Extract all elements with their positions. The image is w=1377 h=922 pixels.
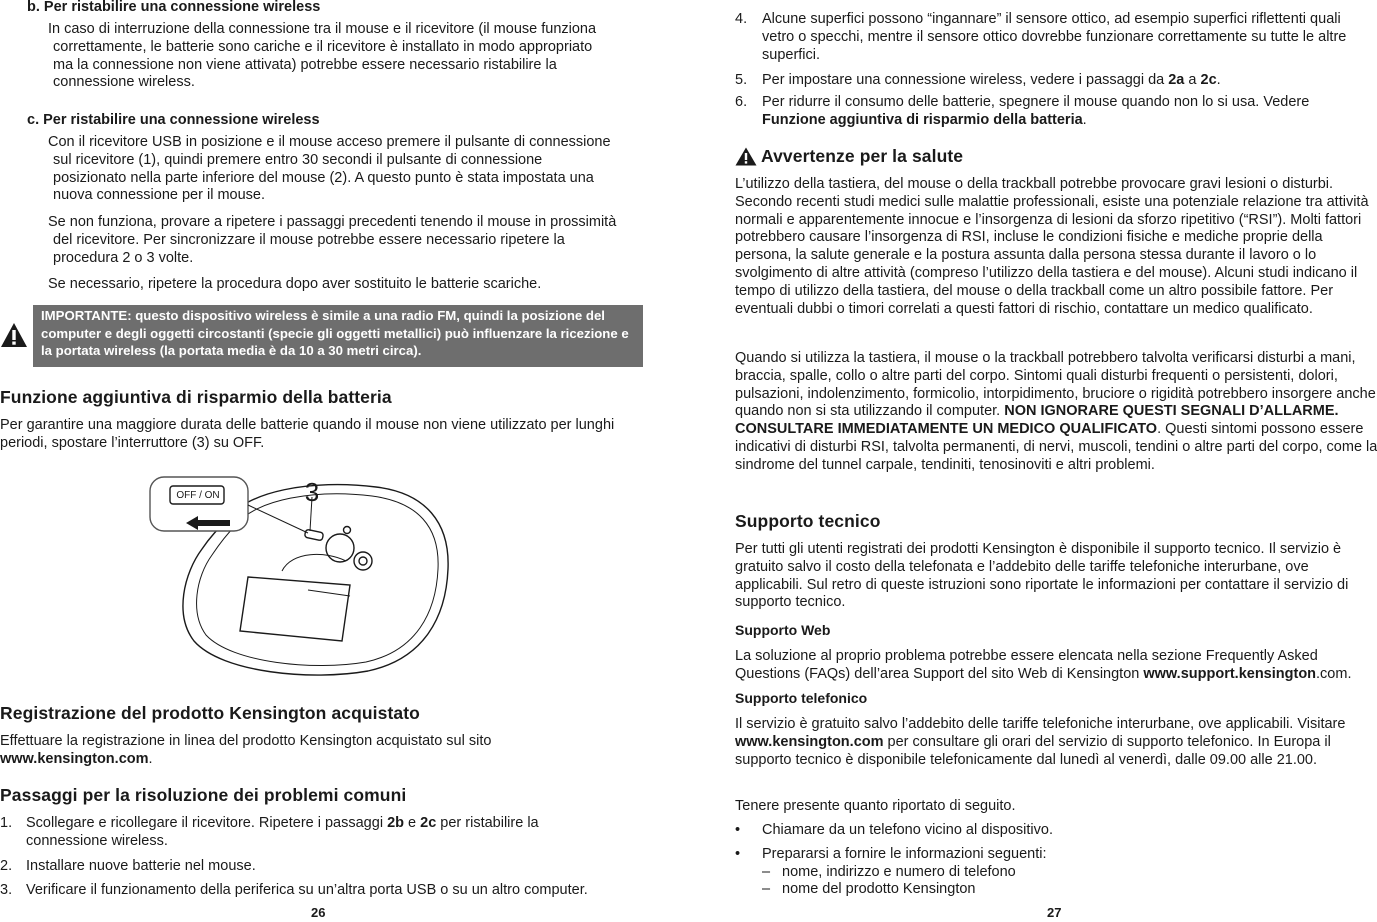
list-number: 4. bbox=[735, 11, 748, 27]
section-c-heading: c. Per ristabilire una connessione wireless bbox=[27, 112, 320, 128]
list-item-text: nome, indirizzo e numero di telefono bbox=[782, 863, 1016, 880]
warning-icon bbox=[0, 322, 28, 348]
list-number: 2. bbox=[0, 857, 13, 874]
battery-section-title: Funzione aggiuntiva di risparmio della batteria bbox=[0, 387, 392, 407]
health-title-row bbox=[735, 146, 963, 167]
bullet: • bbox=[735, 845, 741, 862]
list-item-text bbox=[762, 72, 1221, 90]
support-title: Supporto tecnico bbox=[735, 511, 881, 531]
health-text: . Questi sintomi possono essere indicativi di disturbi RSI, talvolta permanenti, di nervi, muscoli, tendini o altre parti del corpo, come la sindrome del tunnel carpale, tendiniti, tenosinoviti e altri problemi. bbox=[735, 421, 1377, 473]
registration-text bbox=[0, 733, 640, 769]
step-ref: 2c bbox=[420, 815, 437, 831]
registration-title: Registrazione del prodotto Kensington acquistato bbox=[0, 703, 420, 723]
list-item bbox=[735, 881, 1375, 899]
step-ref: 2a bbox=[1168, 72, 1185, 89]
kensington-link[interactable]: www.kensington.com bbox=[735, 733, 884, 750]
phone-support-sentence: Il servizio è gratuito salvo l’addebito delle tariffe telefoniche interurbane, ove applicabili. Visitare bbox=[735, 716, 1346, 732]
mouse-underside-illustration bbox=[140, 465, 470, 680]
power-switch bbox=[304, 529, 323, 541]
troubleshooting-list bbox=[0, 815, 620, 900]
list-item-text: Prepararsi a fornire le informazioni seguenti: bbox=[762, 845, 1047, 862]
list-item bbox=[0, 858, 620, 876]
list-number: 1. bbox=[0, 815, 13, 831]
battery-door bbox=[240, 577, 350, 641]
web-support-sentence: La soluzione al proprio problema potrebbe essere elencata nella sezione Frequently Asked Questions (FAQs) dell’area Support del sito Web di Kensington bbox=[735, 648, 1318, 682]
section-c-paragraph-3: Se necessario, ripetere la procedura dopo aver sostituito le batterie scariche. bbox=[48, 276, 542, 292]
item-text-part: Per ridurre il consumo delle batterie, spegnere il mouse quando non lo si usa. Vedere bbox=[762, 94, 1310, 111]
bullet: • bbox=[735, 822, 741, 838]
item-text-part: . bbox=[1216, 72, 1221, 89]
right-list bbox=[735, 11, 1375, 130]
kensington-link[interactable]: www.kensington.com bbox=[0, 750, 149, 767]
important-notice-text: IMPORTANTE: questo dispositivo wireless è simile a una radio FM, quindi la posizione del computer e degli oggetti circostanti (specie gli oggetti metallici) può influenzare la ricezione e la portata wireless (la portata media è da 10 a 30 metri circa). bbox=[41, 308, 629, 359]
dash: – bbox=[762, 863, 771, 880]
health-title: Avvertenze per la salute bbox=[761, 146, 964, 166]
list-item-text: Chiamare da un telefono vicino al dispositivo. bbox=[762, 822, 1053, 838]
support-bullets bbox=[735, 822, 1375, 899]
list-number: 6. bbox=[735, 94, 748, 111]
list-item bbox=[735, 94, 1375, 130]
list-number: 5. bbox=[735, 72, 748, 89]
section-c-paragraph-2: Se non funziona, provare a ripetere i passaggi precedenti tenendo il mouse in prossimità del ricevitore. Per sincronizzare il mouse potrebbe essere necessario ripetere la procedura 2 o 3 volte. bbox=[48, 214, 617, 266]
registration-period: . bbox=[148, 750, 153, 767]
list-item-text: Alcune superfici possono “ingannare” il sensore ottico, ad esempio superfici riflettenti quali vetro o specchi, mentre il sensore ottico dovrebbe funzionare correttamente su tutte le altre superfici. bbox=[762, 11, 1347, 63]
item-text-part: Scollegare e ricollegare il ricevitore. Ripetere i passaggi bbox=[26, 815, 388, 831]
list-item-text: Verificare il funzionamento della periferica su un’altra porta USB o su un altro computer. bbox=[26, 882, 588, 899]
important-notice-box bbox=[33, 305, 643, 367]
list-item-text: nome del prodotto Kensington bbox=[782, 881, 976, 898]
list-item bbox=[0, 815, 620, 851]
warning-icon bbox=[735, 147, 757, 166]
list-number: 3. bbox=[0, 882, 13, 899]
section-c-paragraph-1: Con il ricevitore USB in posizione e il mouse acceso premere il pulsante di connessione sul ricevitore (1), quindi premere entro 30 secondi il pulsante di connessione posizionato nella parte inferiore del mouse (2). A questo punto è stata impostata una nuova connessione per il mouse. bbox=[48, 134, 611, 204]
page-number-left: 26 bbox=[311, 905, 326, 920]
list-item bbox=[735, 11, 1375, 64]
item-text-part: per ristabilire la connessione wireless. bbox=[26, 815, 539, 849]
registration-sentence: Effettuare la registrazione in linea del prodotto Kensington acquistato sul sito bbox=[0, 733, 492, 749]
sensor-lens bbox=[354, 552, 372, 570]
list-item-text bbox=[26, 815, 616, 851]
list-item bbox=[735, 72, 1375, 90]
section-b-heading: b. Per ristabilire una connessione wireless bbox=[27, 0, 321, 15]
list-item bbox=[0, 882, 620, 900]
list-item bbox=[735, 864, 1375, 882]
item-text-part: e bbox=[404, 815, 421, 831]
dash: – bbox=[762, 881, 771, 898]
callout-number-3: 3 bbox=[304, 477, 320, 507]
phone-support-title: Supporto telefonico bbox=[735, 690, 868, 706]
health-text: Quando si utilizza la tastiera, il mouse o la trackball potrebbero talvolta verificarsi disturbi a mani, braccia, spalle, collo o altre parti del corpo. Sintomi quali disturbi frequenti o persistenti, dolori, pulsazioni, indolenzimento, formicolio, intorpidimento, bruciore o rigidità potrebbero insorgere anche quando non si sta utilizzando il computer. bbox=[735, 350, 1376, 420]
page-number-right: 27 bbox=[1047, 905, 1062, 920]
support-site-link[interactable]: www.support.kensington bbox=[1143, 665, 1317, 682]
list-item-text bbox=[762, 94, 1362, 130]
step-ref: 2b bbox=[387, 815, 404, 831]
support-note: Tenere presente quanto riportato di seguito. bbox=[735, 798, 1016, 814]
section-b-text: In caso di interruzione della connessione tra il mouse e il ricevitore (il mouse funziona correttamente, le batterie sono cariche e il ricevitore è installato in modo appropriato ma la connessione non viene attivata) potrebbe essere necessario ristabilire la connessione wireless. bbox=[48, 21, 597, 91]
health-paragraph-2 bbox=[735, 350, 1377, 475]
item-text-part: . bbox=[1082, 111, 1087, 128]
step-ref: 2c bbox=[1200, 72, 1217, 89]
web-support-end: .com. bbox=[1316, 665, 1352, 682]
phone-support-text bbox=[735, 716, 1360, 769]
list-item bbox=[735, 846, 1375, 864]
switch-label: OFF / ON bbox=[176, 490, 220, 501]
item-text-part: a bbox=[1184, 72, 1201, 89]
list-item-text: Installare nuove batterie nel mouse. bbox=[26, 857, 256, 874]
list-item bbox=[735, 822, 1375, 840]
item-text-part: Per impostare una connessione wireless, vedere i passaggi da bbox=[762, 72, 1169, 89]
troubleshooting-title: Passaggi per la risoluzione dei problemi comuni bbox=[0, 785, 407, 805]
web-support-text bbox=[735, 648, 1377, 684]
health-paragraph-1: L’utilizzo della tastiera, del mouse o della trackball potrebbe provocare gravi lesioni o disturbi. Secondo recenti studi medici sulle malattie professionali, esiste una potenziale relazione tra attività normali e apparentemente innocue e l’insorgenza di lesioni da sforzo ripetitivo (“RSI”). Molti fattori potrebbero causare l’insorgenza di RSI, incluse le condizioni fisiche e mediche proprie della persona, la salute generale e la postura assunta dalla persona stessa durante il lavoro o lo svolgimento di altre attività (compreso l’utilizzo della tastiera e del mouse). Alcuni studi indicano il tempo di utilizzo della tastiera, del mouse o della trackball come un altro possibile fattore. Per eventuali dubbi o timori correlati a questi fattori di rischio, contattare un medico qualificato. bbox=[735, 176, 1369, 317]
cross-reference: Funzione aggiuntiva di risparmio della batteria bbox=[762, 111, 1083, 128]
battery-section-text: Per garantire una maggiore durata delle batterie quando il mouse non viene utilizzato per lunghi periodi, spostare l’interruttore (3) su OFF. bbox=[0, 417, 615, 451]
health-warning-caps: NON IGNORARE QUESTI SEGNALI D’ALLARME. CONSULTARE IMMEDIATAMENTE UN MEDICO QUALIFICATO bbox=[735, 403, 1339, 438]
support-paragraph: Per tutti gli utenti registrati dei prodotti Kensington è disponibile il supporto tecnico. Il servizio è gratuito salvo il costo della telefonata e l’addebito delle tariffe telefoniche interurbane, ove applicabili. Sul retro di queste istruzioni sono riportate le informazioni per contattare il servizio di supporto tecnico. bbox=[735, 541, 1349, 611]
phone-support-sentence: per consultare gli orari del servizio di supporto telefonico. In Europa il supporto tecnico è disponibile telefonicamente dal lunedì al venerdì, dalle 09.00 alle 21.00. bbox=[735, 733, 1331, 768]
web-support-title: Supporto Web bbox=[735, 622, 831, 638]
